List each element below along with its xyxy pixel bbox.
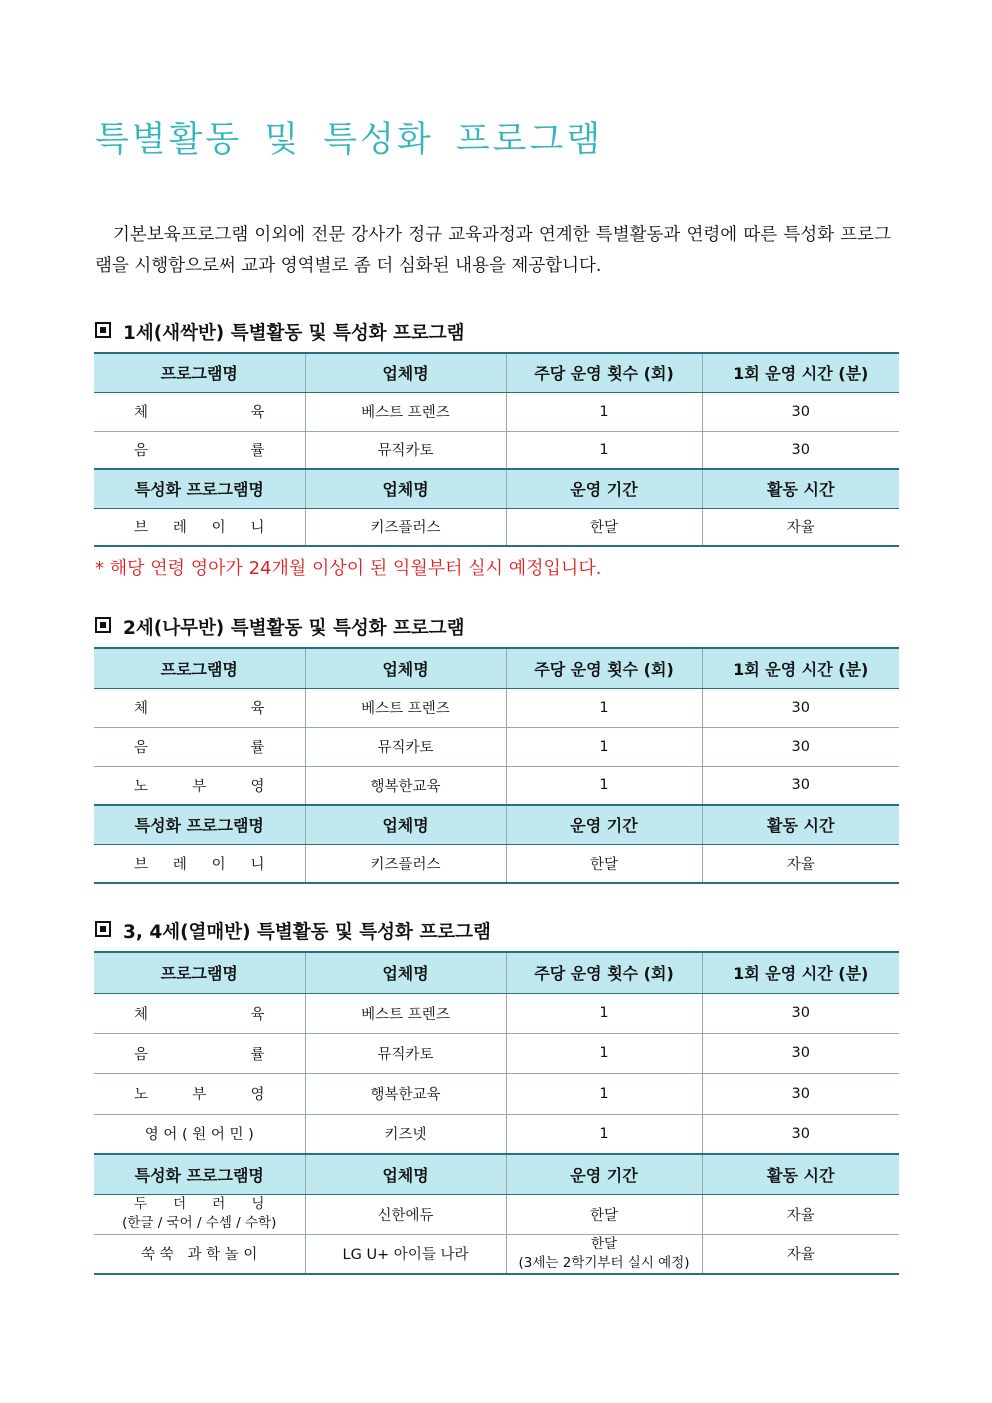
weekly-cell: 1 bbox=[506, 1073, 702, 1114]
company-cell: 뮤직카토 bbox=[305, 431, 506, 469]
section1-table bbox=[94, 352, 899, 547]
program-name-cell: 두 더 러 닝 (한글 / 국어 / 수셈 / 수학) bbox=[94, 1194, 305, 1234]
section3-table bbox=[94, 951, 899, 1275]
table-row bbox=[94, 1194, 899, 1234]
col-header-duration: 1회 운영 시간 (분) bbox=[702, 952, 899, 993]
duration-cell: 30 bbox=[702, 1033, 899, 1073]
table-row bbox=[94, 392, 899, 431]
col-header-company: 업체명 bbox=[305, 805, 506, 844]
company-cell: 베스트 프렌즈 bbox=[305, 392, 506, 431]
duration-cell: 30 bbox=[702, 688, 899, 727]
program-name-cell: 음 률 bbox=[94, 431, 305, 469]
duration-cell: 30 bbox=[702, 431, 899, 469]
section3-heading-text: 3, 4세(열매반) 특별활동 및 특성화 프로그램 bbox=[123, 922, 491, 943]
company-cell: 행복한교육 bbox=[305, 1073, 506, 1114]
program-name-cell: 영 어 ( 원 어 민 ) bbox=[94, 1114, 305, 1154]
company-cell: 키즈넷 bbox=[305, 1114, 506, 1154]
table-subheader-row bbox=[94, 1154, 899, 1194]
program-name-cell: 브 레 이 니 bbox=[94, 508, 305, 546]
program-name-cell: 체 육 bbox=[94, 392, 305, 431]
section2-heading-text: 2세(나무반) 특별활동 및 특성화 프로그램 bbox=[123, 618, 465, 639]
duration-cell: 30 bbox=[702, 392, 899, 431]
col-header-weekly: 주당 운영 횟수 (회) bbox=[506, 648, 702, 688]
weekly-cell: 1 bbox=[506, 431, 702, 469]
program-name-cell: 쑥 쑥 과 학 놀 이 bbox=[94, 1234, 305, 1274]
table-row bbox=[94, 688, 899, 727]
company-cell: 베스트 프렌즈 bbox=[305, 993, 506, 1033]
col-header-duration: 1회 운영 시간 (분) bbox=[702, 648, 899, 688]
col-header-program: 프로그램명 bbox=[94, 952, 305, 993]
col-header-weekly: 주당 운영 횟수 (회) bbox=[506, 952, 702, 993]
table-row bbox=[94, 1114, 899, 1154]
duration-cell: 30 bbox=[702, 1114, 899, 1154]
weekly-cell: 1 bbox=[506, 1114, 702, 1154]
square-bullet-icon bbox=[95, 322, 111, 338]
table-row bbox=[94, 1033, 899, 1073]
col-header-period: 운영 기간 bbox=[506, 469, 702, 508]
table-row bbox=[94, 844, 899, 883]
period-cell: 한달 bbox=[506, 844, 702, 883]
col-header-activity-time: 활동 시간 bbox=[702, 1154, 899, 1194]
program-name-cell: 노 부 영 bbox=[94, 766, 305, 805]
company-cell: LG U+ 아이들 나라 bbox=[305, 1234, 506, 1274]
period-note: (3세는 2학기부터 실시 예정) bbox=[518, 1254, 690, 1271]
activity-time-cell: 자율 bbox=[702, 1234, 899, 1274]
table-subheader-row bbox=[94, 805, 899, 844]
weekly-cell: 1 bbox=[506, 727, 702, 766]
table-row bbox=[94, 1073, 899, 1114]
period-cell: 한달 bbox=[506, 508, 702, 546]
col-header-special-program: 특성화 프로그램명 bbox=[94, 469, 305, 508]
col-header-special-program: 특성화 프로그램명 bbox=[94, 805, 305, 844]
col-header-program: 프로그램명 bbox=[94, 353, 305, 392]
col-header-period: 운영 기간 bbox=[506, 805, 702, 844]
col-header-activity-time: 활동 시간 bbox=[702, 805, 899, 844]
period-cell bbox=[506, 1234, 702, 1274]
col-header-duration: 1회 운영 시간 (분) bbox=[702, 353, 899, 392]
duration-cell: 30 bbox=[702, 766, 899, 805]
company-cell: 키즈플러스 bbox=[305, 844, 506, 883]
table-subheader-row bbox=[94, 469, 899, 508]
weekly-cell: 1 bbox=[506, 993, 702, 1033]
col-header-special-program: 특성화 프로그램명 bbox=[94, 1154, 305, 1194]
table-row bbox=[94, 508, 899, 546]
period-value: 한달 bbox=[590, 1235, 618, 1252]
square-bullet-icon bbox=[95, 617, 111, 633]
table-header-row bbox=[94, 353, 899, 392]
col-header-company: 업체명 bbox=[305, 353, 506, 392]
col-header-company: 업체명 bbox=[305, 469, 506, 508]
weekly-cell: 1 bbox=[506, 1033, 702, 1073]
program-name-cell: 음 률 bbox=[94, 1033, 305, 1073]
company-cell: 뮤직카토 bbox=[305, 727, 506, 766]
duration-cell: 30 bbox=[702, 1073, 899, 1114]
company-cell: 키즈플러스 bbox=[305, 508, 506, 546]
program-name-cell: 음 률 bbox=[94, 727, 305, 766]
program-name-cell: 브 레 이 니 bbox=[94, 844, 305, 883]
table-row bbox=[94, 993, 899, 1033]
company-cell: 신한에듀 bbox=[305, 1194, 506, 1234]
page-title: 특별활동 및 특성화 프로그램 bbox=[95, 120, 604, 160]
col-header-company: 업체명 bbox=[305, 952, 506, 993]
col-header-company: 업체명 bbox=[305, 648, 506, 688]
col-header-activity-time: 활동 시간 bbox=[702, 469, 899, 508]
weekly-cell: 1 bbox=[506, 766, 702, 805]
activity-time-cell: 자율 bbox=[702, 844, 899, 883]
table-row bbox=[94, 766, 899, 805]
company-cell: 뮤직카토 bbox=[305, 1033, 506, 1073]
section2-heading bbox=[95, 614, 464, 640]
duration-cell: 30 bbox=[702, 993, 899, 1033]
col-header-weekly: 주당 운영 횟수 (회) bbox=[506, 353, 702, 392]
table-header-row bbox=[94, 952, 899, 993]
col-header-period: 운영 기간 bbox=[506, 1154, 702, 1194]
intro-paragraph: 기본보육프로그램 이외에 전문 강사가 정규 교육과정과 연계한 특별활동과 연령에 따른 특성화 프로그램을 시행함으로써 교과 영역별로 좀 더 심화된 내용을 제공합니다. bbox=[95, 225, 891, 276]
duration-cell: 30 bbox=[702, 727, 899, 766]
program-subtitle: (한글 / 국어 / 수셈 / 수학) bbox=[122, 1215, 277, 1231]
program-name-cell: 체 육 bbox=[94, 688, 305, 727]
col-header-company: 업체명 bbox=[305, 1154, 506, 1194]
section1-heading bbox=[95, 319, 464, 345]
col-header-program: 프로그램명 bbox=[94, 648, 305, 688]
program-name-cell: 체 육 bbox=[94, 993, 305, 1033]
weekly-cell: 1 bbox=[506, 392, 702, 431]
table-row bbox=[94, 727, 899, 766]
section2-table bbox=[94, 647, 899, 884]
activity-time-cell: 자율 bbox=[702, 508, 899, 546]
square-bullet-icon bbox=[95, 921, 111, 937]
table-row bbox=[94, 1234, 899, 1274]
weekly-cell: 1 bbox=[506, 688, 702, 727]
section1-heading-text: 1세(새싹반) 특별활동 및 특성화 프로그램 bbox=[123, 323, 465, 344]
company-cell: 베스트 프렌즈 bbox=[305, 688, 506, 727]
age-note: * 해당 연령 영아가 24개월 이상이 된 익월부터 실시 예정입니다. bbox=[95, 558, 602, 579]
activity-time-cell: 자율 bbox=[702, 1194, 899, 1234]
section3-heading bbox=[95, 918, 491, 944]
table-row bbox=[94, 431, 899, 469]
period-cell: 한달 bbox=[506, 1194, 702, 1234]
program-name-cell: 노 부 영 bbox=[94, 1073, 305, 1114]
company-cell: 행복한교육 bbox=[305, 766, 506, 805]
table-header-row bbox=[94, 648, 899, 688]
